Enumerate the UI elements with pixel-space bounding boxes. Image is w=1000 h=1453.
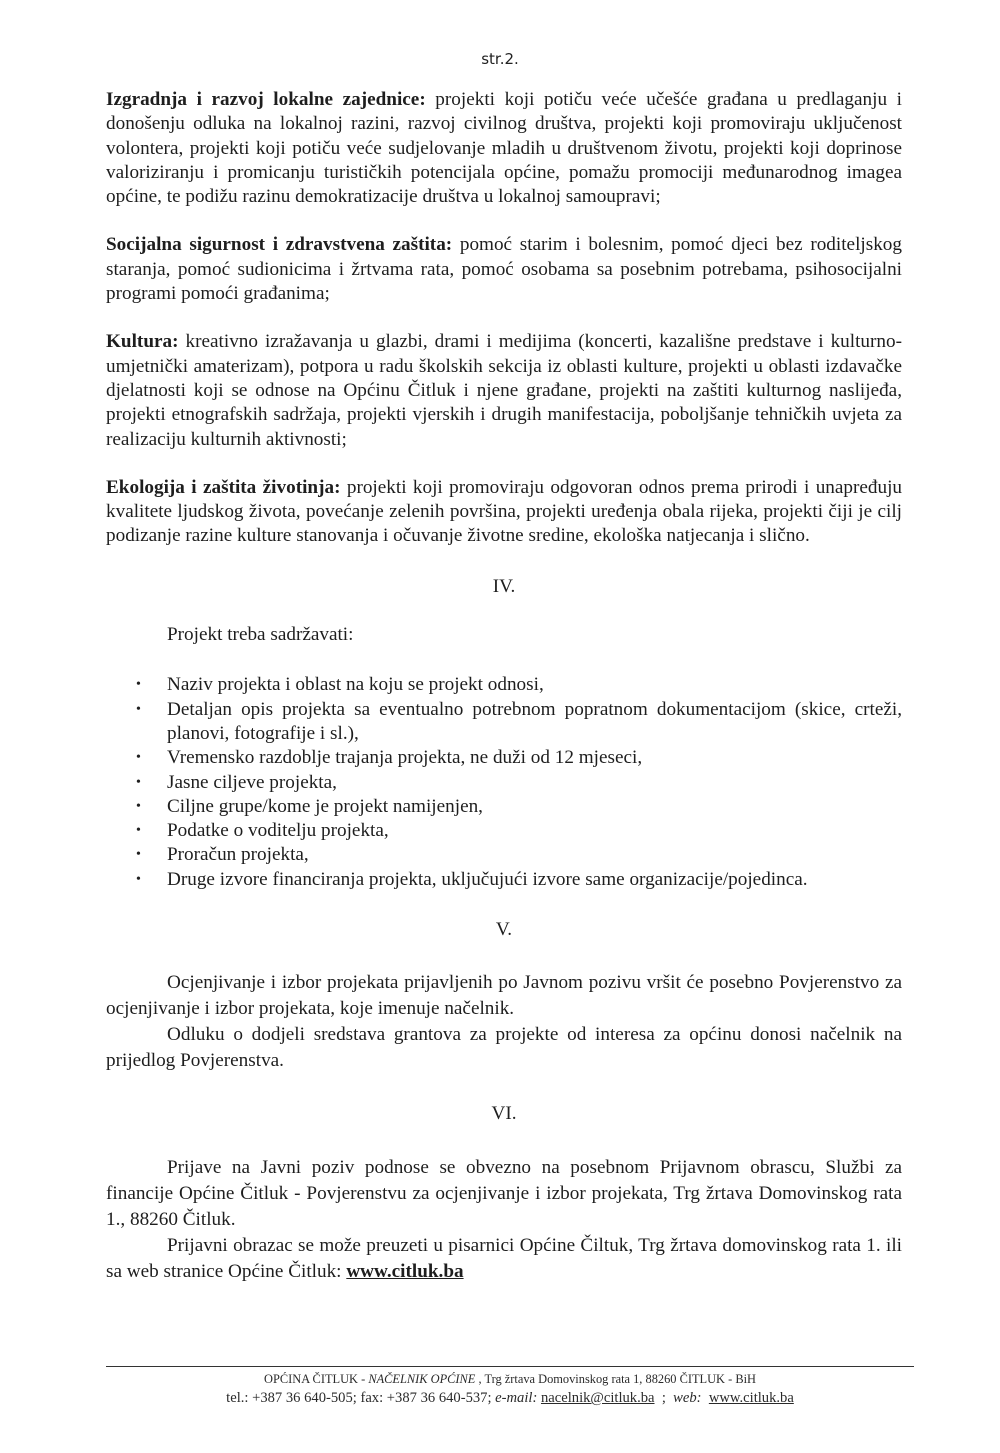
bullet-icon: • <box>136 798 141 814</box>
list-item: • Naziv projekta i oblast na koju se projekt odnosi, <box>106 673 902 697</box>
bullet-icon: • <box>136 823 141 839</box>
section-title: Izgradnja i razvoj lokalne zajednice: <box>106 89 426 110</box>
bullet-icon: • <box>136 750 141 766</box>
footer-address-line: OPĆINA ČITLUK - NAČELNIK OPĆINE , Trg žrtava Domovinskog rata 1, 88260 ČITLUK - BiH <box>264 1372 756 1386</box>
list-item: • Vremensko razdoblje trajanja projekta, ne duži od 12 mjeseci, <box>106 746 902 770</box>
section-title: Kultura: <box>106 331 179 353</box>
list-item: • Druge izvore financiranja projekta, uključujući izvore same organizacije/pojedinca. <box>106 868 902 892</box>
document-body <box>106 88 902 1285</box>
article-v-heading: V. <box>495 919 513 941</box>
list-item: • Proračun projekta, <box>106 843 902 867</box>
bullet-icon: • <box>136 847 141 863</box>
requirements-list <box>106 673 902 892</box>
section-text: projekti koji promoviraju odgovoran odnos prema prirodi i unapređuju kvalitete ljudskog života, povećanje zelenih površina, projekti uređenja obala rijeka, projekti čiji je cilj podizanje razine kulture stanovanja i očuvanje životne sredine, ekološka natjecanja i slično. <box>106 476 903 547</box>
section-text: projekti koji potiču veće učešće građana u predlaganju i donošenju odluka na lokalnoj razini, razvoj civilnog društva, projekti koji promoviraju uključenost volontera, projekti koji potiču veće sudjelovanje mladih u društvenom životu, projekti koji doprinose valoriziranju i promicanju turističkih potencijala općine, pomažu promociji međunarodnog imagea općine, te podižu razinu demokratizacije društva u lokalnoj samoupravi; <box>106 89 902 208</box>
article-vi-paragraph-2: Prijavni obrazac se može preuzeti u pisarnici Općine Čiltuk, Trg žrtava domovinskog rata 1. ili sa web stranice Općine Čitluk: www.citluk.ba <box>106 1234 902 1282</box>
bullet-icon: • <box>136 774 141 790</box>
article-v-paragraph-2: Odluku o dodjeli sredstava grantova za projekte od interesa za općinu donosi načelnik na prijedlog Povjerenstva. <box>106 1024 902 1072</box>
footer-divider <box>106 1366 914 1367</box>
section-local-community <box>106 88 902 209</box>
page-number: str.2. <box>481 50 519 68</box>
list-item: • Jasne ciljeve projekta, <box>106 771 902 795</box>
bullet-icon: • <box>136 871 141 887</box>
website-link[interactable]: www.citluk.ba <box>346 1260 464 1282</box>
bullet-icon: • <box>136 677 141 693</box>
footer-office: NAČELNIK OPĆINE <box>368 1372 476 1386</box>
section-ecology <box>106 476 902 549</box>
section-culture <box>106 330 902 451</box>
list-item: • Podatke o voditelju projekta, <box>106 819 902 843</box>
article-iv-heading: IV. <box>492 575 516 597</box>
article-v-paragraph-1: Ocjenjivanje i izbor projekata prijavljenih po Javnom pozivu vršit će posebno Povjerenstvo za ocjenjivanje i izbor projekata, koje imenuje načelnik. <box>106 972 902 1020</box>
letterhead-footer <box>106 1370 914 1408</box>
section-text: pomoć starim i bolesnim, pomoć djeci bez roditeljskog staranja, pomoć sudionicima i žrtvama rata, pomoć osobama sa posebnim potrebama, psihosocijalni programi pomoći građanima; <box>106 234 902 305</box>
footer-web-link[interactable]: www.citluk.ba <box>708 1390 794 1406</box>
section-text: kreativno izražavanja u glazbi, drami i medijima (koncerti, kazališne predstave i kulturno-umjetnički amaterizam), potpora u radu školskih sekcija iz oblasti kulture, projekti u oblasti izdavačke djelatnosti koji se odnose na Općinu Čitluk i njene građane, projekti na zaštiti kulturnog naslijeđa, projekti etnografskih sadržaja, projekti vjerskih i drugih manifestacija, poboljšanje tehničkih uvjeta za realizaciju kulturnih aktivnosti; <box>106 331 902 450</box>
section-social-security <box>106 233 902 306</box>
footer-email-link[interactable]: nacelnik@citluk.ba <box>540 1390 655 1406</box>
section-title: Socijalna sigurnost i zdravstvena zaštita: <box>106 234 453 256</box>
footer-phone-fax: tel.: +387 36 640-505; fax: +387 36 640-537; <box>226 1390 496 1406</box>
footer-contact-line: tel.: +387 36 640-505; fax: +387 36 640-537; e-mail: nacelnik@citluk.ba ; web: www.citluk.ba <box>226 1390 794 1406</box>
article-iv-intro: Projekt treba sadržavati: <box>167 624 354 646</box>
section-title: Ekologija i zaštita životinja: <box>106 476 341 498</box>
list-item: • Ciljne grupe/kome je projekt namijenjen, <box>106 795 902 819</box>
article-vi-paragraph-1: Prijave na Javni poziv podnose se obvezno na posebnom Prijavnom obrascu, Službi za financije Općine Čitluk - Povjerenstvu za ocjenjivanje i izbor projekata, Trg žrtava Domovinskog rata 1., 88260 Čitluk. <box>106 1156 902 1230</box>
article-vi-heading: VI. <box>491 1103 517 1125</box>
bullet-icon: • <box>136 701 141 717</box>
list-item: • Detaljan opis projekta sa eventualno potrebnom popratnom dokumentacijom (skice, crteži, planovi, fotografije i sl.), <box>136 698 902 744</box>
